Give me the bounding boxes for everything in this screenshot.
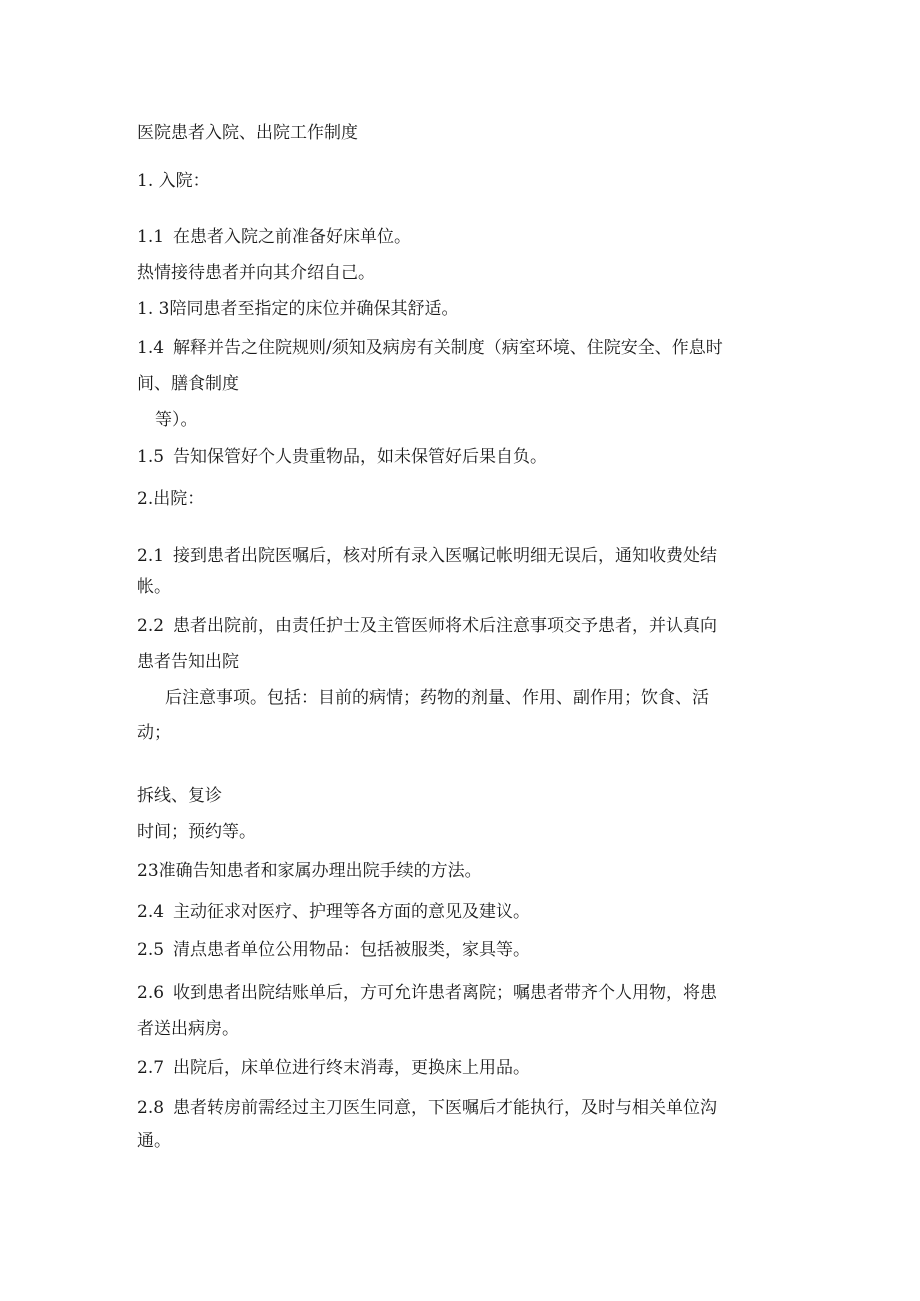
item-text: 收到患者出院结账单后，方可允许患者离院；嘱患者带齐个人用物，将患 [173,983,717,1003]
item-text: 解释并告之住院规则/须知及病房有关制度（病室环境、住院安全、作息时 [173,338,723,358]
discharge-item-2-2-continuation: 后注意事项。包括：目前的病情；药物的剂量、作用、副作用；饮食、活 [165,688,709,708]
item-number: 2.7 [137,1058,165,1078]
admission-item-1-4-continuation: 间、膳食制度 [137,374,239,394]
item-number: 1.5 [137,447,165,467]
item-text: 接到患者出院医嘱后，核对所有录入医嘱记帐明细无误后，通知收费处结 [173,546,717,566]
admission-item-1-4-continuation: 等）。 [155,410,198,430]
item-number: 2.2 [137,616,165,636]
item-text: 出院后，床单位进行终末消毒，更换床上用品。 [173,1058,530,1078]
item-number: 2.4 [137,902,165,922]
item-text: 主动征求对医疗、护理等各方面的意见及建议。 [173,902,530,922]
discharge-item-2-3: 23准确告知患者和家属办理出院手续的方法。 [137,861,482,881]
discharge-item-2-5 [137,939,530,961]
discharge-item-2-2-continuation: 拆线、复诊 [137,786,222,806]
admission-item-1-2: 热情接待患者并向其介绍自己。 [137,263,375,283]
discharge-item-2-2-continuation: 患者告知出院 [137,652,239,672]
admission-item-1-1 [137,226,411,248]
item-number: 2.1 [137,546,165,566]
item-text: 患者出院前，由责任护士及主管医师将术后注意事项交予患者，并认真向 [173,616,717,636]
discharge-heading: 2.出院： [137,489,205,509]
admission-heading: 1. 入院： [137,171,210,191]
admission-item-1-3: 1. 3陪同患者至指定的床位并确保其舒适。 [137,299,459,319]
item-text: 清点患者单位公用物品：包括被服类，家具等。 [173,940,530,960]
discharge-item-2-4 [137,901,530,923]
discharge-item-2-7 [137,1057,530,1079]
item-text: 告知保管好个人贵重物品，如未保管好后果自负。 [173,447,547,467]
discharge-item-2-8-continuation: 通。 [137,1131,171,1151]
discharge-item-2-2-continuation: 动； [137,723,171,743]
discharge-item-2-1 [137,545,717,567]
item-number: 2.6 [137,983,165,1003]
item-number: 2.5 [137,940,165,960]
item-text: 患者转房前需经过主刀医生同意，下医嘱后才能执行，及时与相关单位沟 [173,1098,717,1118]
item-number: 1.1 [137,227,165,247]
admission-item-1-5 [137,446,547,468]
item-text: 在患者入院之前准备好床单位。 [173,227,411,247]
discharge-item-2-6 [137,982,717,1004]
discharge-item-2-2 [137,615,717,637]
item-number: 1.4 [137,338,165,358]
discharge-item-2-6-continuation: 者送出病房。 [137,1019,239,1039]
document-title: 医院患者入院、出院工作制度 [137,123,358,143]
discharge-item-2-2-continuation: 时间；预约等。 [137,822,256,842]
discharge-item-2-1-continuation: 帐。 [137,577,171,597]
item-number: 2.8 [137,1098,165,1118]
admission-item-1-4 [137,337,723,359]
discharge-item-2-8 [137,1097,717,1119]
